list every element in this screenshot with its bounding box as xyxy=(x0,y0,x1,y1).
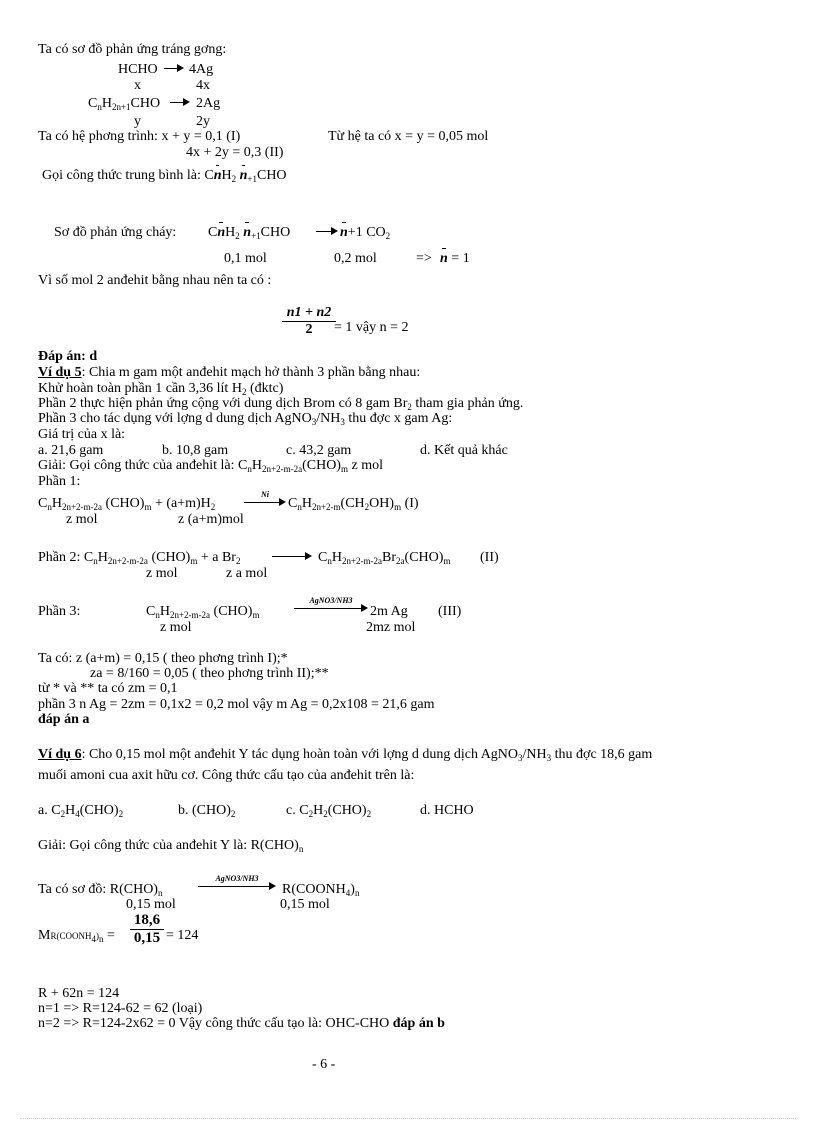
text-line: 2mz mol xyxy=(366,620,416,635)
option-d: d. HCHO xyxy=(420,803,474,818)
reactant: $C_nH_{2n+2-m-2a}$ $(CHO)_m + (a+m)H_2$ xyxy=(38,496,216,512)
reactant: Ta có sơ đồ: $R(CHO)_n$ xyxy=(38,882,163,898)
text-line: n = 1 xyxy=(440,251,470,266)
page-number: - 6 - xyxy=(312,1057,336,1072)
text-line: Giải: Gọi công thức của anđehit Y là: $R(CHO)_n$ xyxy=(38,838,304,854)
text-line: muối amoni cua axit hữu cơ. Công thức cấu tạo của anđehit trên là: xyxy=(38,768,415,783)
reaction-arrow: AgNO3/NH3 xyxy=(198,878,276,894)
reactant: Phần 2: $C_nH_{2n+2-m-2a}$ $(CHO)_m + a$ $Br_2$ xyxy=(38,550,241,566)
product-ag: 2Ag xyxy=(196,96,221,111)
fraction: $\frac{18,6}{0,15}$ xyxy=(130,912,164,947)
text-line: Ta có sơ đồ phản ứng tráng gơng: xyxy=(38,42,227,57)
page-divider xyxy=(20,1118,796,1119)
text-line: 0,2 mol xyxy=(334,251,377,266)
option-b: b. $(CHO)_2$ xyxy=(178,803,236,819)
reaction-arrow: AgNO3/NH3 xyxy=(294,600,368,616)
text-line: z a mol xyxy=(226,566,268,581)
text-line: => xyxy=(416,251,432,266)
text-line: n=1 => R=124-62 = 62 (loại) xyxy=(38,1001,203,1016)
formula-aldehyde: $C_nH_{2n+1}CHO$ xyxy=(88,96,161,112)
text-line: Gọi công thức trung bình là: CnH$_2$ $n_{+1}CHO$ xyxy=(42,168,287,184)
text-line: Phần 3 cho tác dụng với lợng d dung dịch $AgNO_3/NH_3$ thu đợc x gam Ag: xyxy=(38,411,453,427)
text-line: z mol xyxy=(146,566,178,581)
fraction: $\frac{n1 + n2}{2}$ xyxy=(282,305,336,338)
example-title: Ví dụ 6: Cho 0,15 mol một anđehit Y tác dụng hoàn toàn với lợng d dung dịch $AgNO_3/NH_3$ thu đợc 18,6 gam xyxy=(38,747,653,763)
molar-mass-label: $MR(COONH_4)_n$ = xyxy=(38,928,115,944)
text-line: Sơ đồ phản ứng cháy: xyxy=(54,225,177,240)
text-line: Giá trị của x là: xyxy=(38,427,126,442)
formula-aldehyde: CnH$_2$ $n_{+1}CHO$ xyxy=(208,225,291,241)
text-line: Phần 1: xyxy=(38,474,81,489)
option-d: d. Kết quả khác xyxy=(420,443,508,458)
example-title: Ví dụ 5: Chia m gam một anđehit mạch hở thành 3 phần bằng nhau: xyxy=(38,365,421,380)
reaction-arrow xyxy=(164,60,184,76)
text-line: (III) xyxy=(438,604,462,619)
product: $C_nH_{2n+2-m}(CH_2OH)_m$ (I) xyxy=(288,496,419,512)
text-line: Phần 3: xyxy=(38,604,81,619)
formula-hcho: HCHO xyxy=(118,62,158,77)
text-line: z mol xyxy=(66,512,98,527)
reaction-arrow xyxy=(170,94,190,110)
product-co2: n+1 $CO_2$ xyxy=(340,225,391,241)
reaction-arrow xyxy=(316,223,338,239)
text-line: Vì số mol 2 anđehit bằng nhau nên ta có : xyxy=(38,273,272,288)
text-line: phần 3 n Ag = 2zm = 0,1x2 = 0,2 mol vậy m Ag = 0,2x108 = 21,6 gam xyxy=(38,697,435,712)
text-line: Khử hoàn toàn phần 1 cần 3,36 lít $H_2$ (đktc) xyxy=(38,381,284,397)
text-line: Từ hệ ta có x = y = 0,05 mol xyxy=(328,129,489,144)
reactant: $C_nH_{2n+2-m-2a}$ $(CHO)_m$ xyxy=(146,604,260,620)
text-line: Giải: Gọi công thức của anđehit là: $C_nH_{2n+2-m-2a}(CHO)_m$ z mol xyxy=(38,458,383,474)
text-line: z (a+m)mol xyxy=(178,512,244,527)
text-line: = 124 xyxy=(166,928,199,943)
mol-4x: 4x xyxy=(196,78,210,93)
text-line: 0,1 mol xyxy=(224,251,267,266)
text-line: từ * và ** ta có zm = 0,1 xyxy=(38,681,178,696)
text-line: 0,15 mol xyxy=(280,897,330,912)
option-a: a. $C_2H_4(CHO)_2$ xyxy=(38,803,124,819)
option-c: c. 43,2 gam xyxy=(286,443,352,458)
answer-line: đáp án a xyxy=(38,712,90,727)
reaction-arrow: Ni xyxy=(244,494,286,510)
text-line: Phần 2 thực hiện phản ứng cộng với dung dịch Brom có 8 gam $Br_2$ tham gia phản ứng. xyxy=(38,396,524,412)
option-a: a. 21,6 gam xyxy=(38,443,104,458)
product: $R(COONH_4)_n$ xyxy=(282,882,360,898)
text-line: za = 8/160 = 0,05 ( theo phơng trình II);** xyxy=(90,666,329,681)
option-b: b. 10,8 gam xyxy=(162,443,229,458)
text-line: z mol xyxy=(160,620,192,635)
text-line: Ta có hệ phơng trình: x + y = 0,1 (I) xyxy=(38,129,241,144)
text-line: 4x + 2y = 0,3 (II) xyxy=(186,145,284,160)
product-ag: 4Ag xyxy=(189,62,214,77)
mol-y: y xyxy=(134,114,141,129)
text-line: Ta có: z (a+m) = 0,15 ( theo phơng trình I);* xyxy=(38,651,288,666)
text-line: R + 62n = 124 xyxy=(38,986,120,1001)
answer-line: Đáp án: d xyxy=(38,349,98,364)
reaction-arrow xyxy=(272,548,312,564)
text-line: = 1 vậy n = 2 xyxy=(334,320,409,335)
text-line: 0,15 mol xyxy=(126,897,176,912)
product: 2m Ag xyxy=(370,604,408,619)
option-c: c. $C_2H_2(CHO)_2$ xyxy=(286,803,372,819)
text-line: (II) xyxy=(480,550,499,565)
product: $C_nH_{2n+2-m-2a}Br_{2a}(CHO)_m$ xyxy=(318,550,451,566)
mol-2y: 2y xyxy=(196,114,210,129)
text-line: n=2 => R=124-2x62 = 0 Vậy công thức cấu tạo là: OHC-CHO đáp án b xyxy=(38,1016,445,1031)
mol-x: x xyxy=(134,78,141,93)
